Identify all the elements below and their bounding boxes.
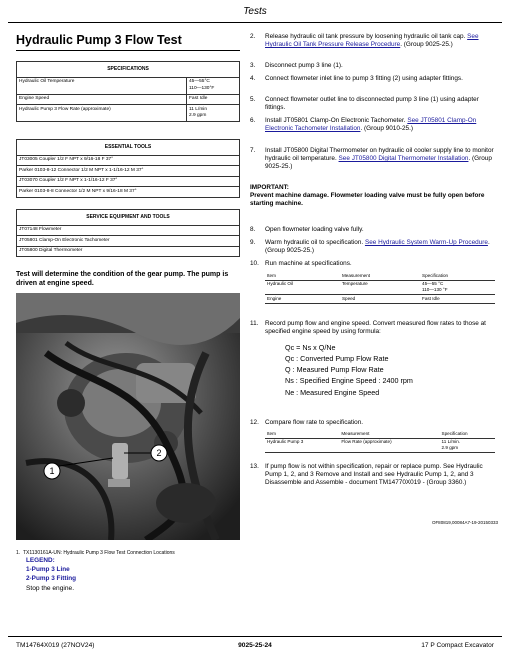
link-warm-up-procedure[interactable]: See Hydraulic System Warm-Up Procedure bbox=[364, 239, 488, 246]
title-rule bbox=[16, 50, 240, 51]
step-11: 11. Record pump flow and engine speed. Convert measured flow rates to those at specified engine speed by using formula: bbox=[250, 320, 486, 336]
callout-1: 1 bbox=[49, 466, 55, 476]
legend-item: 1-Pump 3 Line bbox=[26, 565, 70, 573]
tool-row: JT03005 Coupler 1/2 F NPT x 9/16-18 F 37° bbox=[17, 155, 240, 165]
page-title: Hydraulic Pump 3 Flow Test bbox=[16, 33, 182, 47]
service-equipment-heading: SERVICE EQUIPMENT AND TOOLS bbox=[17, 210, 240, 226]
document-reference: OF80819,00084A7-19-20150333 bbox=[431, 520, 498, 525]
intro-text: Test will determine the condition of the gear pump. The pump is driven at engine speed. bbox=[16, 271, 229, 288]
header-rule bbox=[8, 22, 502, 23]
spec-value: Fast Idle bbox=[187, 94, 240, 104]
step-4: 4. Connect flowmeter inlet line to pump 3 fitting (2) using adapter fittings. bbox=[250, 75, 463, 82]
important-note: IMPORTANT: Prevent machine damage. Flowmeter loading valve must be fully open before starting machine. bbox=[250, 184, 485, 208]
footer-manual-id: TM14764X019 (27NOV24) bbox=[16, 642, 95, 649]
figure-caption bbox=[16, 550, 242, 593]
section-header: Tests bbox=[243, 6, 267, 17]
step-13: 13. If pump flow is not within specification, repair or replace pump. See Hydraulic Pump 1, 2, and 3 Remove and Install and see Hydraulic Pump 1, 2, and 3 Disassemble and Assemble - document TM14770X019 - (Group 3360.) bbox=[250, 463, 483, 487]
specifications-table bbox=[16, 61, 240, 122]
tool-row: JT03070 Coupler 1/2 F NPT x 1-1/16-12 F 37° bbox=[17, 176, 240, 186]
caption-text: TX1130161A-UN: Hydraulic Pump 3 Flow Test Connection Locations bbox=[22, 550, 175, 556]
stop-engine-text: Stop the engine. bbox=[26, 584, 75, 592]
equipment-row: JT05801 Clamp-On Electronic Tachometer bbox=[17, 236, 240, 246]
footer-machine: 17 P Compact Excavator bbox=[421, 642, 494, 649]
spec-label: Hydraulic Pump 3 Flow Rate (approximate) bbox=[17, 105, 187, 122]
essential-tools-table bbox=[16, 139, 240, 198]
step-5: 5. Connect flowmeter outlet line to disconnected pump 3 line (1) using adapter fittings. bbox=[250, 96, 479, 112]
step-2: 2. Release hydraulic oil tank pressure by loosening hydraulic oil tank cap. See Hydraulic Oil Tank Pressure Release Procedure. (Group 9025-25.) bbox=[250, 33, 479, 49]
equipment-row: JT07148 Flowmeter bbox=[17, 225, 240, 235]
step-6: 6. Install JT05801 Clamp-On Electronic Tachometer. See JT05801 Clamp-On Electronic Tachometer Installation. (Group 9010-25.) bbox=[250, 117, 477, 133]
caption-number: 1. bbox=[16, 550, 23, 556]
equipment-row: JT05800 Digital Thermometer bbox=[17, 246, 240, 256]
legend-title: LEGEND: bbox=[26, 557, 55, 564]
flow-formula: Qc = Ns x Q/Ne Qc : Converted Pump Flow Rate Q : Measured Pump Flow Rate Ns : Specified Engine Speed : 2400 rpm Ne : Measured Engine Speed bbox=[285, 343, 413, 397]
cell: Temperature bbox=[340, 280, 420, 295]
spec-value: 45—55°C 110—130°F bbox=[187, 77, 240, 94]
cell: Fast Idle bbox=[420, 295, 495, 304]
spec-value: 11 L/min 2.9 gpm bbox=[187, 105, 240, 122]
cell: Hydraulic Pump 3 bbox=[265, 438, 339, 453]
cell: Flow Rate (approximate) bbox=[339, 438, 439, 453]
step-10: 10. Run machine at specifications. bbox=[250, 260, 352, 267]
legend-item: 2-Pump 3 Fitting bbox=[26, 574, 77, 582]
spec-label: Engine Speed bbox=[17, 94, 187, 104]
link-thermometer-installation[interactable]: See JT05800 Digital Thermometer Installation bbox=[338, 155, 469, 163]
pump-photo bbox=[16, 293, 240, 540]
step-9: 9. Warm hydraulic oil to specification. See Hydraulic System Warm-Up Procedure. (Group 9025-25.) bbox=[250, 239, 490, 255]
step-3: 3. Disconnect pump 3 line (1). bbox=[250, 62, 343, 69]
callout-2: 2 bbox=[156, 448, 162, 458]
cell: Speed bbox=[340, 295, 420, 304]
cell: 11 L/min. 2.9 gpm bbox=[440, 438, 495, 453]
step-7: 7. Install JT05800 Digital Thermometer on hydraulic oil cooler supply line to monitor hydraulic oil temperature. See JT05800 Digital Thermometer Installation. (Group 9025-25.) bbox=[250, 147, 494, 171]
link-tachometer-installation[interactable]: See JT05801 Clamp-On Electronic Tachometer Installation bbox=[265, 117, 477, 133]
service-equipment-table bbox=[16, 209, 240, 257]
cell: Engine bbox=[265, 295, 340, 304]
compare-spec-table: Item Measurement Specification Hydraulic Pump 3 Flow Rate (approximate) 11 L/min. 2.9 gpm bbox=[265, 430, 495, 453]
step-8: 8. Open flowmeter loading valve fully. bbox=[250, 226, 364, 233]
step-12: 12. Compare flow rate to specification. bbox=[250, 419, 364, 426]
essential-tools-heading: ESSENTIAL TOOLS bbox=[17, 140, 240, 156]
tool-row: Parker 0103-8-12 Connector 1/2 M NPT x 1-1/16-12 M 37° bbox=[17, 166, 240, 176]
link-tank-pressure-release[interactable]: See Hydraulic Oil Tank Pressure Release Procedure bbox=[265, 33, 479, 49]
spec-label: Hydraulic Oil Temperature bbox=[17, 77, 187, 94]
footer-page-number: 9025-25-24 bbox=[238, 642, 272, 649]
cell: Hydraulic Oil bbox=[265, 280, 340, 295]
cell: 45—55 °C 110—130 °F bbox=[420, 280, 495, 295]
specifications-heading: SPECIFICATIONS bbox=[17, 62, 240, 78]
footer-rule bbox=[8, 636, 502, 637]
run-spec-table: Item Measurement Specification Hydraulic Oil Temperature 45—55 °C 110—130 °F Engine Speed Fast Idle bbox=[265, 272, 495, 304]
tool-row: Parker 0103-8-8 Connector 1/2 M NPT x 9/16-18 M 37° bbox=[17, 187, 240, 197]
